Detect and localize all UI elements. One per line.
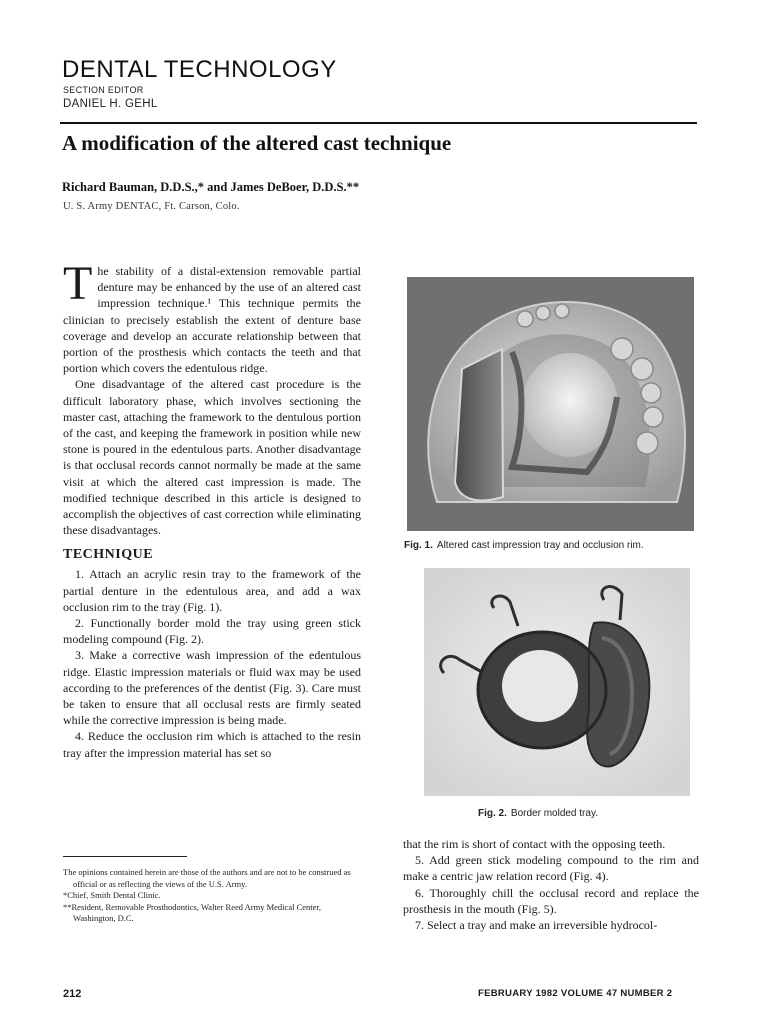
- step-item: 6. Thoroughly chill the occlusal record and replace the prosthesis in the mouth (Fig. 5).: [403, 885, 699, 916]
- figure-2-photo: [424, 568, 690, 796]
- right-column: [403, 836, 699, 933]
- intro-paragraph: [63, 257, 361, 376]
- footnote-rule: [63, 856, 187, 857]
- footnote-resident: **Resident, Removable Prosthodontics, Walter Reed Army Medical Center, Washington, D.C.: [63, 901, 322, 923]
- figure-1-photo: [407, 277, 694, 531]
- footnotes: [63, 867, 363, 925]
- figure-2-illustration: [424, 568, 690, 796]
- step-item: 7. Select a tray and make an irreversible hydrocol-: [415, 918, 658, 933]
- step-item: 5. Add green stick modeling compound to the rim and make a centric jaw relation record (Fig. 4).: [403, 853, 699, 884]
- technique-heading: TECHNIQUE: [63, 547, 154, 563]
- article-authors: Richard Bauman, D.D.S.,* and James DeBoer, D.D.S.**: [62, 180, 360, 194]
- article-title: A modification of the altered cast technique: [62, 131, 452, 155]
- section-editor-name: DANIEL H. GEHL: [63, 98, 158, 110]
- figure-1-label: Fig. 1.: [404, 540, 433, 551]
- figure-2-label: Fig. 2.: [478, 808, 507, 819]
- step-item: 1. Attach an acrylic resin tray to the framework of the partial denture in the edentulous area, and add a wax occlusion rim to the tray (Fig. 1).: [63, 567, 361, 614]
- figure-1-illustration: [407, 277, 694, 531]
- issue-info: FEBRUARY 1982 VOLUME 47 NUMBER 2: [478, 988, 673, 999]
- page-number: 212: [63, 988, 82, 1000]
- figure-1-caption: [404, 540, 644, 551]
- author-affiliation: U. S. Army DENTAC, Ft. Carson, Colo.: [63, 201, 240, 212]
- section-title: DENTAL TECHNOLOGY: [62, 56, 337, 83]
- continuation-paragraph: that the rim is short of contact with the opposing teeth.: [403, 837, 666, 851]
- footnote-chief: *Chief, Smith Dental Clinic.: [63, 890, 161, 900]
- intro-text: he stability of a distal-extension removable partial denture may be enhanced by the use of an altered cast impression technique.¹ This technique permits the clinician to precisely establish the extent of denture base coverage and develop an accurate relationship between that portion of the prosthesis which contacts the teeth and that portion which covers the edentulous ridge.: [63, 264, 361, 376]
- figure-2-caption-text: Border molded tray.: [510, 808, 598, 819]
- body-paragraph-2: One disadvantage of the altered cast procedure is the difficult laboratory phase, which involves sectioning the master cast, attaching the framework to the dentulous portion of the cast, and keeping the framework in position while new stone is poured in the edentulous parts. Another disadvantage is that occlusal records cannot normally be made at the same visit at which the altered cast impression is made. The modified technique described in this article is designed to accomplish the objectives of cast correction while eliminating these disadvantages.: [63, 377, 361, 538]
- section-editor-label: SECTION EDITOR: [63, 85, 144, 95]
- drop-cap: T: [63, 257, 93, 310]
- left-column: [63, 257, 361, 761]
- footnote-opinion: The opinions contained herein are those of the authors and are not to be construed as official or as reflecting the views of the U.S. Army.: [63, 867, 351, 889]
- step-item: 2. Functionally border mold the tray using green stick modeling compound (Fig. 2).: [63, 616, 361, 647]
- step-item: 3. Make a corrective wash impression of the edentulous ridge. Elastic impression materials or fluid wax may be used according to the preferences of the dentist (Fig. 3). Care must be taken to ensure that all occlusal rests are firmly seated while the corrective impression is being made.: [63, 648, 361, 728]
- figure-2-caption: [478, 808, 598, 819]
- figure-1-caption-text: Altered cast impression tray and occlusion rim.: [436, 540, 644, 551]
- step-item: 4. Reduce the occlusion rim which is attached to the resin tray after the impression material has set so: [63, 729, 361, 760]
- header-rule: [60, 122, 697, 124]
